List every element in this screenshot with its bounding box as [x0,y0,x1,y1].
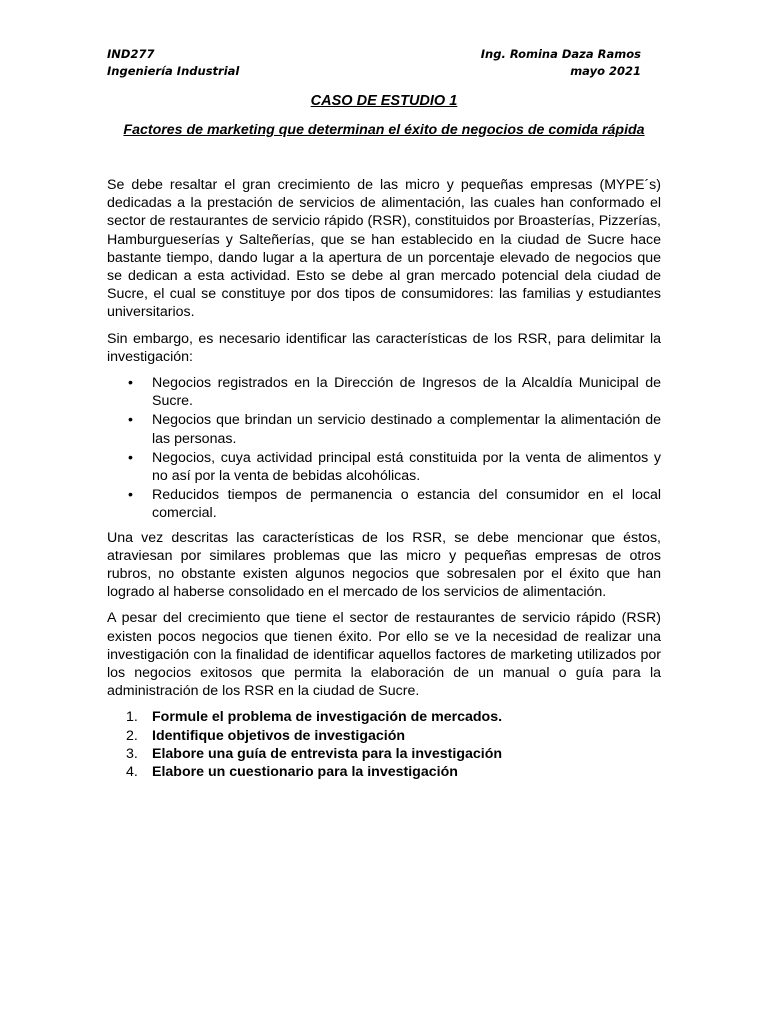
characteristics-list [107,374,661,523]
tasks-list [107,708,661,781]
task-text: Identifique objetivos de investigación [152,727,406,744]
list-item: • Negocios registrados en la Dirección de Ingresos de la Alcaldía Municipal de Sucre. [152,374,661,410]
paragraph-need: A pesar del crecimiento que tiene el sector de restaurantes de servicio rápido (RSR) existen pocos negocios que tienen éxito. Por ello se ve la necesidad de realizar una investigación con la finalidad de identificar aquellos factores de marketing utilizados por los negocios exitosos que permita la elaboración de un manual o guía para la administración de los RSR en la ciudad de Sucre. [107,610,661,700]
task-text: Formule el problema de investigación de mercados. [152,709,503,726]
document-date: mayo 2021 [570,64,641,78]
task-number: 1. [126,709,138,726]
document-body [107,176,661,781]
task-item [126,727,661,745]
course-code: IND277 [107,47,155,61]
task-item [126,745,661,763]
task-item [126,708,661,726]
header-right [481,46,641,80]
paragraph-delimit: Sin embargo, es necesario identificar las características de los RSR, para delimitar la investigación: [107,330,661,365]
department: Ingeniería Industrial [107,64,240,78]
task-item [126,763,661,781]
header-left [107,46,239,80]
list-item: • Negocios que brindan un servicio destinado a complementar la alimentación de las personas. [152,411,661,447]
list-item: • Reducidos tiempos de permanencia o estancia del consumidor en el local comercial. [152,486,661,522]
page-title: CASO DE ESTUDIO 1 [310,93,458,109]
page-subtitle: Factores de marketing que determinan el éxito de negocios de comida rápida [123,122,645,138]
list-item: • Negocios, cuya actividad principal está constituida por la venta de alimentos y no así por la venta de bebidas alcohólicas. [152,449,661,485]
task-number: 3. [126,745,138,762]
task-number: 4. [126,764,138,781]
paragraph-intro: Se debe resaltar el gran crecimiento de las micro y pequeñas empresas (MYPE´s) dedicadas a la prestación de servicios de alimentación, las cuales han conformado el sector de restaurantes de servicio rápido (RSR), constituidos por Broasterías, Pizzerías, Hamburgueserías y Salteñerías, que se han establecido en la ciudad de Sucre hace bastante tiempo, dando lugar a la apertura de un porcentaje elevado de negocios que se dedican a esta actividad. Esto se debe al gran mercado potencial dela ciudad de Sucre, el cual se constituye por dos tipos de consumidores: las familias y estudiantes universitarios. [107,177,661,321]
task-text: Elabore un cuestionario para la investigación [152,764,458,781]
paragraph-problems: Una vez descritas las características de los RSR, se debe mencionar que éstos, atraviesan por similares problemas que las micro y pequeñas empresas de otros rubros, no obstante existen algunos negocios que sobresalen por el éxito que han logrado al haberse consolidado en el mercado de los servicios de alimentación. [107,529,661,601]
task-text: Elabore una guía de entrevista para la investigación [152,745,503,762]
task-number: 2. [126,727,138,744]
instructor-name: Ing. Romina Daza Ramos [480,47,641,61]
